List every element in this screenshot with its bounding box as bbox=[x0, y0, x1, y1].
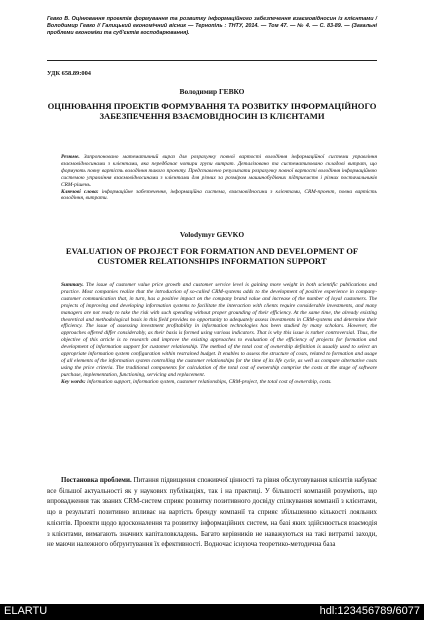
citation: Гевко В. Оцінювання проектів формування та розвитку інформаційного забезпечення взаємовідносин із клієнтами / Володимир Гевко // Галицький економічний вісник — Тернопіль : ТНТУ, 2014. — Том 47. — № 4. — С. 83-89. — (Загальні проблеми економіки та суб'єктів господарювання). bbox=[47, 16, 377, 37]
section-heading: Постановка проблеми. bbox=[61, 477, 132, 484]
summary-en-label: Summary. bbox=[61, 282, 84, 288]
summary-en-text: The issue of customer value price growth and customer service level is gaining more weight in both scientific publications and practice. Most companies realize that the introduction of so-called CRM-systems adds to the development of positive experience in company-customer communication that, in turn, has a positive impact on the company brand value and increase of the number of loyal customers. The projects of improving and developing information systems to facilitate the interaction with clients require considerable investments, and many managers are not ready to take the risk with such spending without proper grounding of their efficiency. At the same time, the already existing theoretical and methodological basis in this field provides no opportunity to adequately assess investments in CRM-systems and determine their efficiency. The issue of assessing investment profitability in information technologies has been studied by many scholars. However, the approaches offered differ considerably, as their basis is formed using various indicators. That is why this issue is rather controversial. Thus, the objective of this article is to research and improve the existing approaches to evaluation of the efficiency of projects for formation and development of information support for customer relationship. The method of the total cost of ownership definition is usually used to select an appropriate information system configuration within restrained budget. It enables to assess the structure of costs, related to formation and usage of all elements of the information system controlling the customer relationships for the time of its life cycle, as well as compare alternative costs using the price criteria. The traditional components for calculation of the total cost of ownership comprise the costs at the stage of software purchase, implementation, functioning, servicing and replacement. bbox=[61, 282, 377, 378]
introduction-paragraph bbox=[47, 476, 377, 551]
citation-divider bbox=[47, 60, 377, 61]
title-ua: ОЦІНЮВАННЯ ПРОЕКТІВ ФОРМУВАННЯ ТА РОЗВИТКУ ІНФОРМАЦІЙНОГО ЗАБЕЗПЕЧЕННЯ ВЗАЄМОВІДНОСИН ІЗ КЛІЄНТАМИ bbox=[47, 101, 377, 122]
udc-code: УДК 658.89:004 bbox=[47, 70, 91, 77]
summary-ua-text: Запропоновано математичний вираз для розрахунку повної вартості володіння інформаційної системи управління взаємовідносинами з клієнтами, яка передбачає чотири групи витрат. Деталізовано та систематизовано складові витрат, що формують повну вартість володіння такого проекту. Представлено результати розрахунку повної вартості володіння інформаційною системою управління взаємовідносинами з клієнтами для різних за розміром машинобудівних підприємств і різних постачальників CRM-рішень. bbox=[61, 154, 377, 188]
summary-ua-label: Резюме. bbox=[61, 154, 80, 160]
abstract-ua bbox=[47, 154, 377, 202]
keywords-en-paragraph bbox=[47, 379, 377, 386]
abstract-en bbox=[47, 282, 377, 386]
keywords-ua-text: інформаційне забезпечення, інформаційна система, взаємовідносини з клієнтами, CRM-проект, повна вартість володіння, витрати. bbox=[61, 188, 377, 202]
handle-id: hdl:123456789/6077 bbox=[319, 605, 420, 617]
author-ua: Володимир ГЕВКО bbox=[179, 87, 245, 96]
keywords-ua-paragraph bbox=[47, 189, 377, 203]
keywords-en-label: Key words: bbox=[61, 378, 86, 385]
author-en: Volodymyr GEVKO bbox=[179, 230, 245, 239]
summary-ua-paragraph bbox=[47, 154, 377, 189]
title-en: EVALUATION OF PROJECT FOR FORMATION AND DEVELOPMENT OF CUSTOMER RELATIONSHIPS INFORMATION SUPPORT bbox=[65, 246, 359, 267]
repository-name: ELARTU bbox=[4, 605, 48, 617]
keywords-ua-label: Ключові слова: bbox=[61, 188, 99, 195]
summary-en-paragraph bbox=[47, 282, 377, 379]
bottom-bar bbox=[0, 604, 424, 620]
introduction-text: Питання підвищення споживчої цінності та рівня обслуговування клієнтів набуває все більшої актуальності як у наукових публікаціях, так і на практиці. У більшості компаній розуміють, що впровадження так званих CRM-систем сприяє розвитку позитивного досвіду спілкування компанії з клієнтами, що в результаті позитивно впливає на вартість бренду компанії та сприяє збільшенню кількості лояльних клієнтів. Проекти щодо вдосконалення та розвитку інформаційних систем, на базі яких здійснюється взаємодія з клієнтами, вимагають значних капіталовкладень. Багато керівників не наважуються на такі витратні заходи, не маючи належного обґрунтування їх ефективності. Водночас існуюча теоретико-методична база bbox=[47, 477, 377, 549]
keywords-en-text: information support, information system, customer relationships, CRM-project, the total cost of ownership, costs. bbox=[87, 378, 332, 385]
